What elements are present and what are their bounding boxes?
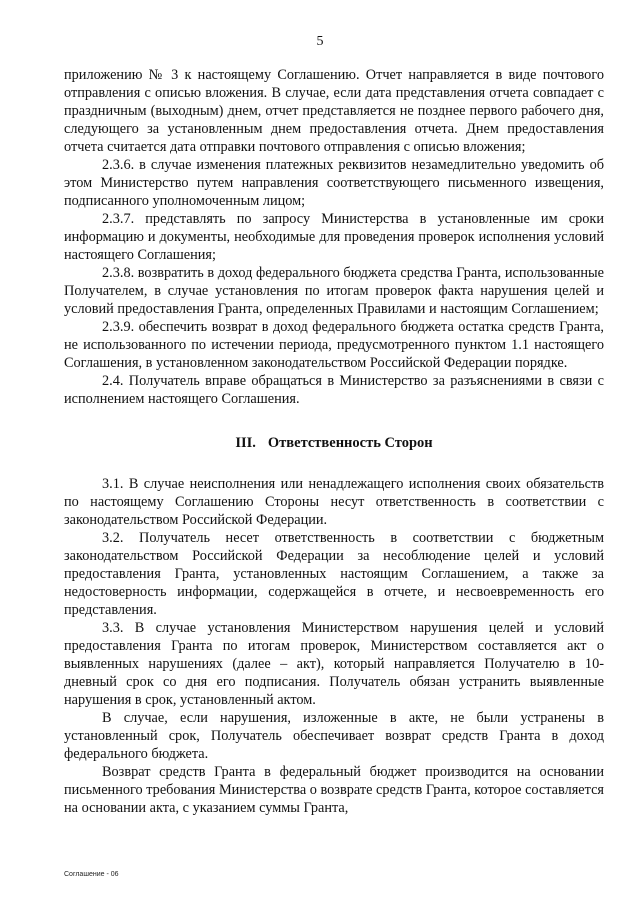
paragraph-3-1: 3.1. В случае неисполнения или ненадлежащего исполнения своих обязательств по настоящему Соглашению Стороны несут ответственность в соответствии с законодательством Российской Федерации.	[64, 476, 604, 528]
paragraph-3-3: 3.3. В случае установления Министерством нарушения целей и условий предоставления Гранта по итогам проверок, Министерством составляется акт о выявленных нарушениях (далее – акт), который направляется Получателю в 10-дневный срок со дня его подписания. Получатель обязан устранить выявленные нарушения в срок, установленный актом.	[64, 620, 604, 708]
document-body	[64, 66, 604, 817]
paragraph-2-3-8: 2.3.8. возвратить в доход федерального бюджета средства Гранта, использованные Получателем, в случае установления по итогам проверок факта нарушения целей и условий предоставления Гранта, определенных Правилами и настоящим Соглашением;	[64, 265, 604, 317]
section-title: Ответственность Сторон	[267, 435, 433, 451]
footer-document-label: Соглашение - 06	[64, 871, 119, 878]
paragraph-grant-return: Возврат средств Гранта в федеральный бюджет производится на основании письменного требования Министерства о возврате средств Гранта, которое составляется на основании акта, с указанием суммы Гранта,	[64, 764, 604, 816]
paragraph-3-2: 3.2. Получатель несет ответственность в соответствии с бюджетным законодательством Российской Федерации за несоблюдение целей и условий предоставления Гранта, установленных настоящим Соглашением, а также за недостоверность информации, содержащейся в отчете, и несвоевременность его представления.	[64, 530, 604, 618]
section-heading	[64, 434, 604, 452]
paragraph-report-submission: приложению № 3 к настоящему Соглашению. Отчет направляется в виде почтового отправления с описью вложения. В случае, если дата представления отчета совпадает с праздничным (выходным) днем, отчет представляется не позднее первого рабочего дня, следующего за установленным днем предоставления отчета. Днем предоставления отчета считается дата отправки почтового отправления с описью вложения;	[64, 67, 604, 155]
paragraph-2-3-9: 2.3.9. обеспечить возврат в доход федерального бюджета остатка средств Гранта, не использованного по истечении периода, предусмотренного пунктом 1.1 настоящего Соглашения, в установленном законодательством Российской Федерации порядке.	[64, 319, 604, 371]
paragraph-violations-not-fixed: В случае, если нарушения, изложенные в акте, не были устранены в установленный срок, Получатель обеспечивает возврат средств Гранта в доход федерального бюджета.	[64, 710, 604, 762]
paragraph-2-3-7: 2.3.7. представлять по запросу Министерства в установленные им сроки информацию и документы, необходимые для проведения проверок исполнения условий настоящего Соглашения;	[64, 211, 604, 263]
section-number: III.	[235, 435, 256, 451]
paragraph-2-4: 2.4. Получатель вправе обращаться в Министерство за разъяснениями в связи с исполнением настоящего Соглашения.	[64, 373, 604, 407]
paragraph-2-3-6: 2.3.6. в случае изменения платежных реквизитов незамедлительно уведомить об этом Министерство путем направления соответствующего письменного извещения, подписанного уполномоченным лицом;	[64, 157, 604, 209]
page-number: 5	[316, 34, 324, 49]
